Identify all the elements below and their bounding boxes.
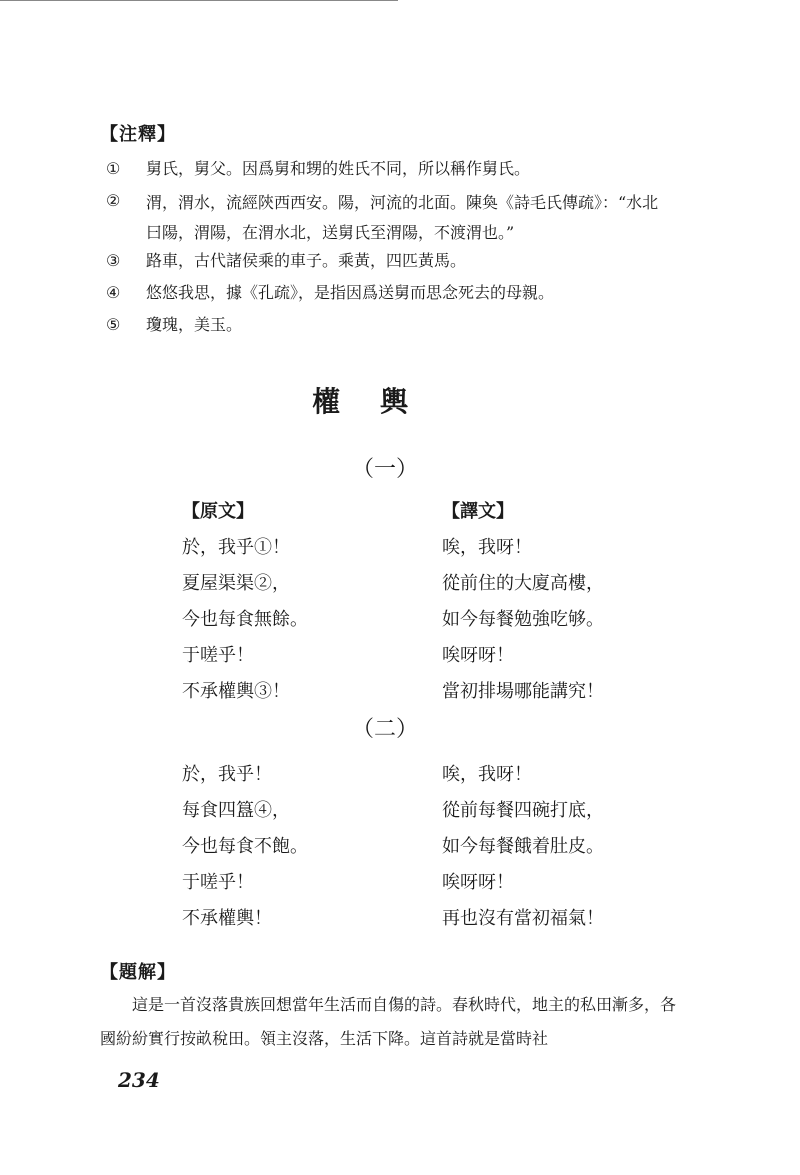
poem-line: 今也每食不飽。 bbox=[182, 836, 308, 857]
note-text: 路車，古代諸侯乘的車子。乘黃，四匹黃馬。 bbox=[146, 251, 467, 270]
note-item bbox=[106, 248, 686, 274]
note-text: 舅氏，舅父。因爲舅和甥的姓氏不同，所以稱作舅氏。 bbox=[146, 159, 531, 178]
page-number: 234 bbox=[118, 1068, 160, 1092]
poem-line: 唉，我呀！ bbox=[442, 764, 532, 785]
original-heading: 【原文】 bbox=[182, 501, 254, 522]
poem-line: 唉，我呀！ bbox=[442, 537, 532, 558]
translation-column bbox=[442, 494, 604, 710]
poem-line: 於，我乎①！ bbox=[182, 537, 290, 558]
explanation-paragraph bbox=[100, 988, 680, 1056]
translation-heading: 【譯文】 bbox=[442, 501, 514, 522]
notes-heading: 【注釋】 bbox=[100, 124, 176, 145]
poem-line: 如今每餐餓着肚皮。 bbox=[442, 836, 604, 857]
poem-line: 于嗟乎！ bbox=[182, 872, 254, 893]
note-text: 悠悠我思，據《孔疏》，是指因爲送舅而思念死去的母親。 bbox=[146, 283, 555, 302]
poem-line: 從前每餐四碗打底， bbox=[442, 800, 604, 821]
note-number: ② bbox=[106, 191, 121, 210]
note-text: 瓊瑰，美玉。 bbox=[146, 315, 243, 334]
note-number: ⑤ bbox=[106, 315, 121, 334]
note-number: ④ bbox=[106, 283, 121, 302]
explanation-heading: 【題解】 bbox=[100, 962, 176, 983]
poem-line: 不承權輿③！ bbox=[182, 681, 290, 702]
poem-line: 於，我乎！ bbox=[182, 764, 272, 785]
note-number: ① bbox=[106, 159, 121, 178]
original-column bbox=[182, 757, 308, 937]
note-number: ③ bbox=[106, 251, 121, 270]
poem-line: 今也每食無餘。 bbox=[182, 609, 308, 630]
translation-column bbox=[442, 757, 604, 937]
poem-line: 再也沒有當初福氣！ bbox=[442, 908, 604, 929]
poem-line: 當初排場哪能講究！ bbox=[442, 681, 604, 702]
note-item bbox=[106, 312, 686, 338]
poem-title: 權輿 bbox=[311, 385, 448, 418]
note-text: 渭，渭水，流經陝西西安。陽，河流的北面。陳奐《詩毛氏傳疏》：“水北曰陽，渭陽，在渭水北，送舅氏至渭陽，不渡渭也。” bbox=[146, 193, 659, 242]
part-label: （一） bbox=[351, 457, 418, 482]
original-column bbox=[182, 494, 308, 710]
note-item bbox=[106, 280, 686, 306]
poem-line: 夏屋渠渠②， bbox=[182, 573, 290, 594]
poem-line: 唉呀呀！ bbox=[442, 645, 514, 666]
note-item bbox=[106, 188, 686, 248]
poem-line: 于嗟乎！ bbox=[182, 645, 254, 666]
part-label: （二） bbox=[351, 717, 418, 742]
top-rule bbox=[0, 0, 398, 1]
explanation-text: 這是一首沒落貴族回想當年生活而自傷的詩。春秋時代，地主的私田漸多，各國紛紛實行按畝稅田。領主沒落，生活下降。這首詩就是當時社 bbox=[100, 995, 677, 1048]
poem-line: 從前住的大廈高樓， bbox=[442, 573, 604, 594]
poem-line: 每食四簋④， bbox=[182, 800, 290, 821]
poem-line: 唉呀呀！ bbox=[442, 872, 514, 893]
poem-line: 不承權輿！ bbox=[182, 908, 272, 929]
poem-line: 如今每餐勉強吃够。 bbox=[442, 609, 604, 630]
note-item bbox=[106, 156, 686, 182]
